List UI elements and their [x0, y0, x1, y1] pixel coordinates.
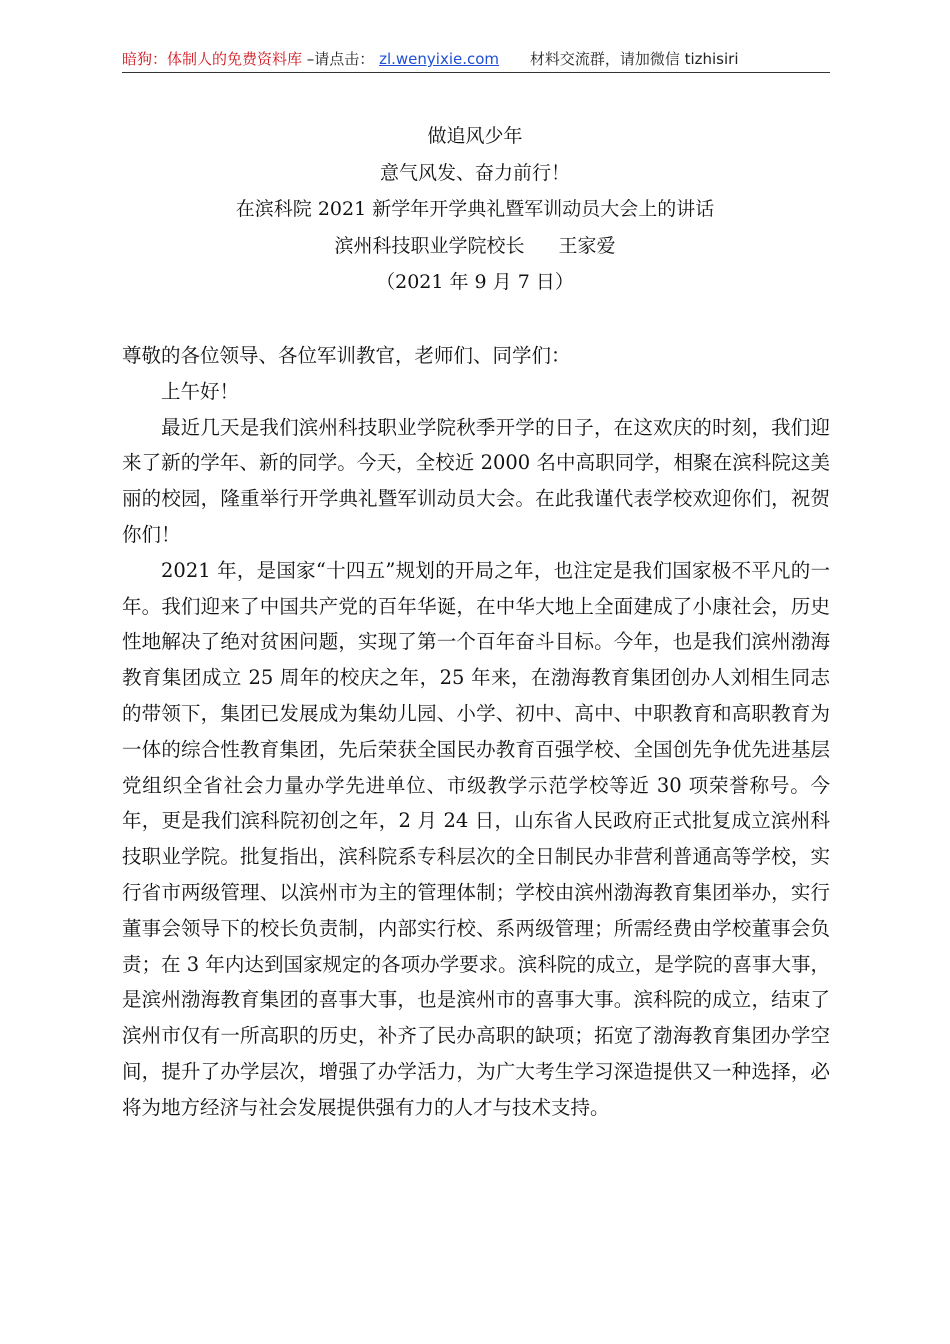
header-contact: 材料交流群，请加微信 tizhisiri [529, 50, 739, 68]
header-link[interactable]: zl.wenyixie.com [379, 50, 500, 68]
greeting: 上午好！ [161, 379, 240, 403]
title-line-2: 意气风发、奋力前行！ [379, 161, 570, 184]
header-divider [122, 72, 830, 73]
author-name: 王家爱 [558, 234, 616, 257]
page-header [122, 48, 830, 70]
title-block [0, 118, 950, 301]
header-brand: 暗狗：体制人的免费资料库 [122, 50, 303, 68]
speech-body [122, 338, 830, 1126]
header-prompt: –请点击： [306, 50, 375, 68]
salutation: 尊敬的各位领导、各位军训教官，老师们、同学们： [122, 344, 571, 367]
paragraph-1: 最近几天是我们滨州科技职业学院秋季开学的日子，在这欢庆的时刻，我们迎来了新的学年、新的同学。今天，全校近 2000 名中高职同学，相聚在滨科院这美丽的校园，隆重举行开学典礼暨军训动员大会。在此我谨代表学校欢迎你们，祝贺你们！ [122, 415, 830, 546]
speech-date: （2021 年 9 月 7 日） [376, 271, 574, 293]
paragraph-2: 2021 年，是国家“十四五”规划的开局之年，也注定是我们国家极不平凡的一年。我们迎来了中国共产党的百年华诞，在中华大地上全面建成了小康社会，历史性地解决了绝对贫困问题，实现了第一个百年奋斗目标。今年，也是我们滨州渤海教育集团成立 25 周年的校庆之年，25 年来，在渤海教育集团创办人刘相生同志的带领下，集团已发展成为集幼儿园、小学、初中、高中、中职教育和高职教育为一体的综合性教育集团，先后荣获全国民办教育百强学校、全国创先争优先进基层党组织全省社会力量办学先进单位、市级教学示范学校等近 30 项荣誉称号。今年，更是我们滨科院初创之年，2 月 24 日，山东省人民政府正式批复成立滨州科技职业学院。批复指出，滨科院系专科层次的全日制民办非营利普通高等学校，实行省市两级管理、以滨州市为主的管理体制；学校由滨州渤海教育集团举办，实行董事会领导下的校长负责制，内部实行校、系两级管理；所需经费由学校董事会负责；在 3 年内达到国家规定的各项办学要求。滨科院的成立，是学院的喜事大事，是滨州渤海教育集团的喜事大事，也是滨州市的喜事大事。滨科院的成立，结束了滨州市仅有一所高职的历史，补齐了民办高职的缺项；拓宽了渤海教育集团办学空间，提升了办学层次，增强了办学活力，为广大考生学习深造提供又一种选择，必将为地方经济与社会发展提供强有力的人才与技术支持。 [122, 558, 830, 1119]
title-line-3: 在滨科院 2021 新学年开学典礼暨军训动员大会上的讲话 [235, 198, 715, 220]
author-org: 滨州科技职业学院校长 [334, 234, 525, 257]
author-line [0, 228, 950, 265]
title-line-1: 做追风少年 [427, 125, 523, 147]
